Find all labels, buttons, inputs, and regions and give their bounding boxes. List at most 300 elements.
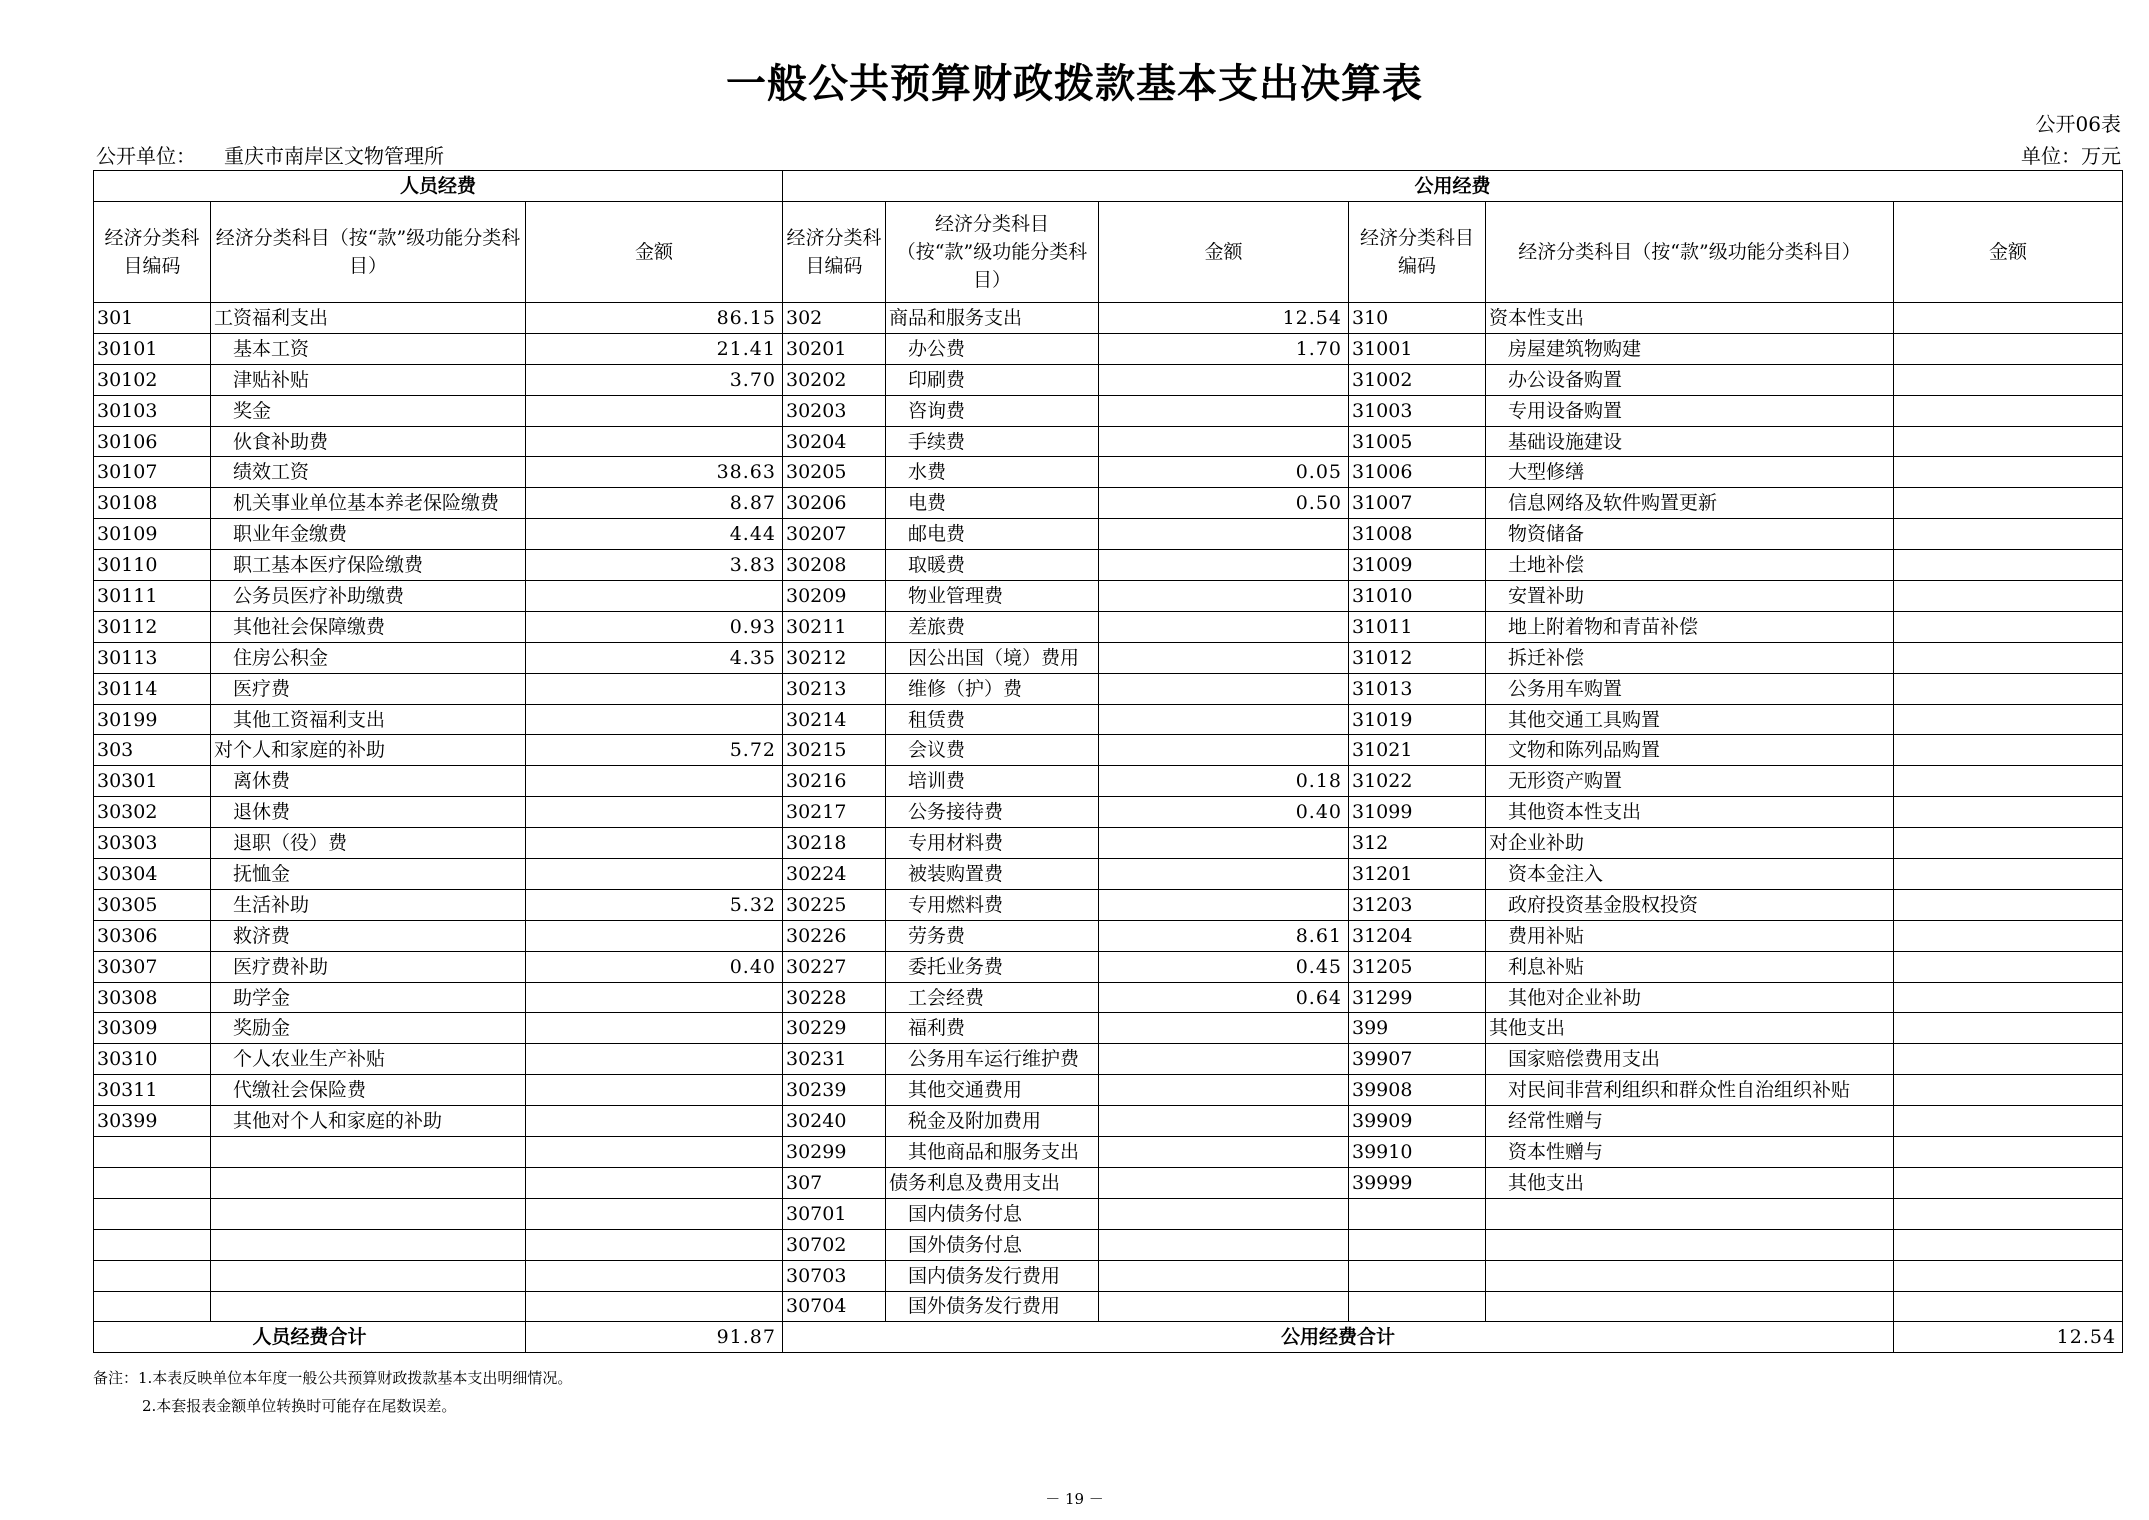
table-row xyxy=(94,457,2123,488)
public-subject-cell: 委托业务费 xyxy=(886,951,1099,982)
capital-code-cell: 31010 xyxy=(1349,581,1486,612)
personnel-code-cell: 30110 xyxy=(94,550,211,581)
capital-amount-cell xyxy=(1894,797,2123,828)
personnel-amount-cell xyxy=(526,1106,783,1137)
public-amount-cell: 8.61 xyxy=(1099,920,1349,951)
table-row xyxy=(94,859,2123,890)
capital-amount-cell xyxy=(1894,735,2123,766)
table-row xyxy=(94,735,2123,766)
public-amount-cell xyxy=(1099,581,1349,612)
personnel-subject-cell xyxy=(211,1167,526,1198)
capital-amount-cell xyxy=(1894,1167,2123,1198)
currency-unit: 单位：万元 xyxy=(2021,144,2121,168)
personnel-amount-cell xyxy=(526,797,783,828)
table-row xyxy=(94,982,2123,1013)
capital-subject-cell: 政府投资基金股权投资 xyxy=(1486,889,1894,920)
public-subject-cell: 水费 xyxy=(886,457,1099,488)
capital-code-cell xyxy=(1349,1291,1486,1322)
personnel-amount-cell xyxy=(526,673,783,704)
personnel-subject-cell: 对个人和家庭的补助 xyxy=(211,735,526,766)
personnel-subject-cell: 绩效工资 xyxy=(211,457,526,488)
personnel-code-cell: 30101 xyxy=(94,333,211,364)
public-code-cell: 30216 xyxy=(783,766,886,797)
public-subject-cell: 电费 xyxy=(886,488,1099,519)
personnel-code-cell: 30199 xyxy=(94,704,211,735)
capital-amount-cell xyxy=(1894,1260,2123,1291)
personnel-amount-cell xyxy=(526,859,783,890)
capital-amount-cell xyxy=(1894,859,2123,890)
note-1: 备注：1.本表反映单位本年度一般公共预算财政拨款基本支出明细情况。 xyxy=(93,1369,573,1387)
section-public: 公用经费 xyxy=(783,171,2123,202)
public-subject-cell: 工会经费 xyxy=(886,982,1099,1013)
public-code-cell: 30205 xyxy=(783,457,886,488)
capital-amount-cell xyxy=(1894,920,2123,951)
unit-label: 公开单位： xyxy=(96,144,196,168)
public-amount-cell xyxy=(1099,735,1349,766)
personnel-amount-cell: 4.35 xyxy=(526,642,783,673)
personnel-subject-cell: 机关事业单位基本养老保险缴费 xyxy=(211,488,526,519)
capital-code-cell: 31011 xyxy=(1349,611,1486,642)
table-row xyxy=(94,519,2123,550)
table-row xyxy=(94,303,2123,334)
public-amount-cell xyxy=(1099,1260,1349,1291)
public-subject-cell: 国外债务发行费用 xyxy=(886,1291,1099,1322)
table-row xyxy=(94,1260,2123,1291)
capital-subject-cell: 其他交通工具购置 xyxy=(1486,704,1894,735)
personnel-subject-cell xyxy=(211,1137,526,1168)
personnel-amount-cell xyxy=(526,704,783,735)
col-header-code: 经济分类科目编码 xyxy=(783,202,886,303)
public-subject-cell: 差旅费 xyxy=(886,611,1099,642)
personnel-amount-cell xyxy=(526,920,783,951)
personnel-code-cell: 30310 xyxy=(94,1044,211,1075)
personnel-subject-cell: 离休费 xyxy=(211,766,526,797)
capital-amount-cell xyxy=(1894,951,2123,982)
capital-subject-cell: 国家赔偿费用支出 xyxy=(1486,1044,1894,1075)
public-code-cell: 30201 xyxy=(783,333,886,364)
personnel-code-cell: 30111 xyxy=(94,581,211,612)
public-amount-cell xyxy=(1099,426,1349,457)
personnel-amount-cell xyxy=(526,828,783,859)
capital-subject-cell: 拆迁补偿 xyxy=(1486,642,1894,673)
table-row xyxy=(94,333,2123,364)
capital-subject-cell: 其他资本性支出 xyxy=(1486,797,1894,828)
public-amount-cell xyxy=(1099,828,1349,859)
personnel-code-cell: 30114 xyxy=(94,673,211,704)
personnel-total-label: 人员经费合计 xyxy=(94,1322,526,1353)
personnel-subject-cell: 奖金 xyxy=(211,395,526,426)
public-subject-cell: 物业管理费 xyxy=(886,581,1099,612)
table-row xyxy=(94,1291,2123,1322)
personnel-code-cell: 30305 xyxy=(94,889,211,920)
public-code-cell: 30206 xyxy=(783,488,886,519)
section-header-row xyxy=(94,171,2123,202)
personnel-code-cell: 30109 xyxy=(94,519,211,550)
table-row xyxy=(94,581,2123,612)
public-code-cell: 30212 xyxy=(783,642,886,673)
table-row xyxy=(94,920,2123,951)
capital-code-cell: 39999 xyxy=(1349,1167,1486,1198)
personnel-subject-cell: 基本工资 xyxy=(211,333,526,364)
public-code-cell: 30225 xyxy=(783,889,886,920)
capital-subject-cell: 资本性支出 xyxy=(1486,303,1894,334)
table-row xyxy=(94,395,2123,426)
personnel-subject-cell: 其他对个人和家庭的补助 xyxy=(211,1106,526,1137)
capital-code-cell: 39908 xyxy=(1349,1075,1486,1106)
personnel-amount-cell: 5.32 xyxy=(526,889,783,920)
personnel-amount-cell: 0.40 xyxy=(526,951,783,982)
col-header-amount: 金额 xyxy=(526,202,783,303)
capital-subject-cell: 地上附着物和青苗补偿 xyxy=(1486,611,1894,642)
table-row xyxy=(94,889,2123,920)
capital-subject-cell: 其他对企业补助 xyxy=(1486,982,1894,1013)
capital-amount-cell xyxy=(1894,488,2123,519)
public-subject-cell: 租赁费 xyxy=(886,704,1099,735)
personnel-subject-cell: 医疗费 xyxy=(211,673,526,704)
capital-code-cell: 31201 xyxy=(1349,859,1486,890)
personnel-subject-cell: 代缴社会保险费 xyxy=(211,1075,526,1106)
capital-amount-cell xyxy=(1894,303,2123,334)
personnel-code-cell: 30399 xyxy=(94,1106,211,1137)
capital-code-cell: 31299 xyxy=(1349,982,1486,1013)
personnel-subject-cell: 其他社会保障缴费 xyxy=(211,611,526,642)
public-amount-cell xyxy=(1099,1013,1349,1044)
personnel-subject-cell: 救济费 xyxy=(211,920,526,951)
capital-amount-cell xyxy=(1894,828,2123,859)
capital-code-cell xyxy=(1349,1260,1486,1291)
capital-amount-cell xyxy=(1894,611,2123,642)
public-subject-cell: 福利费 xyxy=(886,1013,1099,1044)
capital-amount-cell xyxy=(1894,766,2123,797)
personnel-code-cell: 30309 xyxy=(94,1013,211,1044)
capital-subject-cell: 文物和陈列品购置 xyxy=(1486,735,1894,766)
capital-code-cell: 39907 xyxy=(1349,1044,1486,1075)
personnel-amount-cell xyxy=(526,1198,783,1229)
public-code-cell: 30211 xyxy=(783,611,886,642)
public-code-cell: 307 xyxy=(783,1167,886,1198)
personnel-code-cell: 301 xyxy=(94,303,211,334)
public-amount-cell xyxy=(1099,642,1349,673)
capital-subject-cell: 信息网络及软件购置更新 xyxy=(1486,488,1894,519)
capital-subject-cell: 办公设备购置 xyxy=(1486,364,1894,395)
public-code-cell: 30202 xyxy=(783,364,886,395)
capital-subject-cell: 利息补贴 xyxy=(1486,951,1894,982)
capital-amount-cell xyxy=(1894,1291,2123,1322)
table-row xyxy=(94,488,2123,519)
public-code-cell: 30208 xyxy=(783,550,886,581)
personnel-subject-cell: 个人农业生产补贴 xyxy=(211,1044,526,1075)
capital-subject-cell xyxy=(1486,1291,1894,1322)
personnel-code-cell: 30301 xyxy=(94,766,211,797)
public-amount-cell xyxy=(1099,395,1349,426)
capital-subject-cell: 对企业补助 xyxy=(1486,828,1894,859)
public-subject-cell: 税金及附加费用 xyxy=(886,1106,1099,1137)
capital-amount-cell xyxy=(1894,581,2123,612)
public-amount-cell xyxy=(1099,1167,1349,1198)
capital-code-cell: 31005 xyxy=(1349,426,1486,457)
capital-code-cell: 31003 xyxy=(1349,395,1486,426)
page-title: 一般公共预算财政拨款基本支出决算表 xyxy=(726,60,1423,107)
personnel-code-cell: 30304 xyxy=(94,859,211,890)
public-total-amount: 12.54 xyxy=(1894,1322,2123,1353)
capital-amount-cell xyxy=(1894,1013,2123,1044)
personnel-subject-cell: 职业年金缴费 xyxy=(211,519,526,550)
public-amount-cell xyxy=(1099,889,1349,920)
public-amount-cell xyxy=(1099,364,1349,395)
capital-code-cell: 312 xyxy=(1349,828,1486,859)
public-code-cell: 30701 xyxy=(783,1198,886,1229)
public-amount-cell: 0.64 xyxy=(1099,982,1349,1013)
personnel-subject-cell: 津贴补贴 xyxy=(211,364,526,395)
personnel-code-cell xyxy=(94,1260,211,1291)
personnel-amount-cell xyxy=(526,1291,783,1322)
personnel-code-cell xyxy=(94,1291,211,1322)
public-amount-cell: 1.70 xyxy=(1099,333,1349,364)
capital-code-cell xyxy=(1349,1229,1486,1260)
col-header-code: 经济分类科目编码 xyxy=(94,202,211,303)
capital-code-cell: 31006 xyxy=(1349,457,1486,488)
col-header-subject: 经济分类科目（按“款”级功能分类科目） xyxy=(886,202,1099,303)
public-amount-cell: 0.40 xyxy=(1099,797,1349,828)
personnel-code-cell: 30112 xyxy=(94,611,211,642)
public-subject-cell: 专用燃料费 xyxy=(886,889,1099,920)
table-row xyxy=(94,1013,2123,1044)
col-header-code: 经济分类科目编码 xyxy=(1349,202,1486,303)
personnel-subject-cell: 生活补助 xyxy=(211,889,526,920)
expenditure-table xyxy=(93,170,2123,1353)
capital-amount-cell xyxy=(1894,395,2123,426)
personnel-code-cell: 30311 xyxy=(94,1075,211,1106)
public-code-cell: 30239 xyxy=(783,1075,886,1106)
col-header-amount: 金额 xyxy=(1099,202,1349,303)
capital-code-cell: 310 xyxy=(1349,303,1486,334)
table-row xyxy=(94,1106,2123,1137)
public-subject-cell: 公务用车运行维护费 xyxy=(886,1044,1099,1075)
public-subject-cell: 维修（护）费 xyxy=(886,673,1099,704)
page-number: － 19 － xyxy=(1045,1490,1104,1508)
table-row xyxy=(94,1137,2123,1168)
capital-amount-cell xyxy=(1894,519,2123,550)
table-row xyxy=(94,642,2123,673)
capital-subject-cell: 房屋建筑物购建 xyxy=(1486,333,1894,364)
personnel-code-cell: 30306 xyxy=(94,920,211,951)
personnel-subject-cell: 退职（役）费 xyxy=(211,828,526,859)
personnel-code-cell: 30302 xyxy=(94,797,211,828)
capital-amount-cell xyxy=(1894,1044,2123,1075)
table-row xyxy=(94,364,2123,395)
public-code-cell: 30217 xyxy=(783,797,886,828)
personnel-subject-cell: 抚恤金 xyxy=(211,859,526,890)
public-code-cell: 30203 xyxy=(783,395,886,426)
public-amount-cell xyxy=(1099,673,1349,704)
public-amount-cell xyxy=(1099,519,1349,550)
table-row xyxy=(94,1229,2123,1260)
personnel-subject-cell: 奖励金 xyxy=(211,1013,526,1044)
capital-amount-cell xyxy=(1894,457,2123,488)
public-amount-cell xyxy=(1099,859,1349,890)
personnel-subject-cell xyxy=(211,1229,526,1260)
table-row xyxy=(94,1075,2123,1106)
public-code-cell: 30703 xyxy=(783,1260,886,1291)
personnel-subject-cell: 公务员医疗补助缴费 xyxy=(211,581,526,612)
capital-code-cell: 31022 xyxy=(1349,766,1486,797)
table-row xyxy=(94,1044,2123,1075)
column-header-row xyxy=(94,202,2123,303)
personnel-amount-cell xyxy=(526,1229,783,1260)
personnel-code-cell xyxy=(94,1198,211,1229)
personnel-subject-cell: 伙食补助费 xyxy=(211,426,526,457)
table-row xyxy=(94,550,2123,581)
totals-row xyxy=(94,1322,2123,1353)
capital-amount-cell xyxy=(1894,889,2123,920)
personnel-amount-cell: 21.41 xyxy=(526,333,783,364)
capital-amount-cell xyxy=(1894,550,2123,581)
capital-subject-cell: 公务用车购置 xyxy=(1486,673,1894,704)
public-code-cell: 30229 xyxy=(783,1013,886,1044)
public-subject-cell: 咨询费 xyxy=(886,395,1099,426)
public-subject-cell: 商品和服务支出 xyxy=(886,303,1099,334)
capital-code-cell: 31204 xyxy=(1349,920,1486,951)
capital-code-cell: 31012 xyxy=(1349,642,1486,673)
public-subject-cell: 印刷费 xyxy=(886,364,1099,395)
personnel-code-cell: 303 xyxy=(94,735,211,766)
personnel-code-cell: 30102 xyxy=(94,364,211,395)
capital-code-cell: 31013 xyxy=(1349,673,1486,704)
public-code-cell: 30228 xyxy=(783,982,886,1013)
capital-subject-cell: 其他支出 xyxy=(1486,1013,1894,1044)
table-row xyxy=(94,426,2123,457)
personnel-amount-cell: 0.93 xyxy=(526,611,783,642)
public-subject-cell: 因公出国（境）费用 xyxy=(886,642,1099,673)
public-subject-cell: 国外债务付息 xyxy=(886,1229,1099,1260)
personnel-code-cell: 30307 xyxy=(94,951,211,982)
public-code-cell: 30209 xyxy=(783,581,886,612)
personnel-amount-cell: 5.72 xyxy=(526,735,783,766)
personnel-amount-cell xyxy=(526,1013,783,1044)
capital-amount-cell xyxy=(1894,673,2123,704)
personnel-subject-cell: 退休费 xyxy=(211,797,526,828)
capital-amount-cell xyxy=(1894,1075,2123,1106)
table-row xyxy=(94,704,2123,735)
capital-amount-cell xyxy=(1894,1198,2123,1229)
personnel-amount-cell xyxy=(526,1167,783,1198)
public-amount-cell xyxy=(1099,1291,1349,1322)
public-code-cell: 302 xyxy=(783,303,886,334)
personnel-amount-cell: 38.63 xyxy=(526,457,783,488)
public-amount-cell: 0.18 xyxy=(1099,766,1349,797)
personnel-amount-cell xyxy=(526,426,783,457)
capital-code-cell: 31009 xyxy=(1349,550,1486,581)
personnel-subject-cell xyxy=(211,1260,526,1291)
public-amount-cell xyxy=(1099,1198,1349,1229)
capital-code-cell: 39910 xyxy=(1349,1137,1486,1168)
capital-code-cell: 31007 xyxy=(1349,488,1486,519)
col-header-subject: 经济分类科目（按“款”级功能分类科目） xyxy=(1486,202,1894,303)
capital-code-cell: 31019 xyxy=(1349,704,1486,735)
personnel-code-cell: 30107 xyxy=(94,457,211,488)
public-subject-cell: 会议费 xyxy=(886,735,1099,766)
public-subject-cell: 取暖费 xyxy=(886,550,1099,581)
personnel-subject-cell xyxy=(211,1291,526,1322)
capital-amount-cell xyxy=(1894,333,2123,364)
table-row xyxy=(94,1198,2123,1229)
personnel-amount-cell xyxy=(526,581,783,612)
table-row xyxy=(94,828,2123,859)
capital-subject-cell: 对民间非营利组织和群众性自治组织补贴 xyxy=(1486,1075,1894,1106)
table-row xyxy=(94,611,2123,642)
personnel-subject-cell: 助学金 xyxy=(211,982,526,1013)
personnel-code-cell xyxy=(94,1229,211,1260)
public-amount-cell xyxy=(1099,550,1349,581)
capital-code-cell: 31002 xyxy=(1349,364,1486,395)
personnel-code-cell: 30108 xyxy=(94,488,211,519)
public-amount-cell xyxy=(1099,1044,1349,1075)
public-code-cell: 30218 xyxy=(783,828,886,859)
public-subject-cell: 被装购置费 xyxy=(886,859,1099,890)
capital-subject-cell: 基础设施建设 xyxy=(1486,426,1894,457)
personnel-amount-cell: 3.83 xyxy=(526,550,783,581)
capital-subject-cell: 专用设备购置 xyxy=(1486,395,1894,426)
table-row xyxy=(94,766,2123,797)
personnel-code-cell xyxy=(94,1137,211,1168)
capital-amount-cell xyxy=(1894,364,2123,395)
personnel-amount-cell xyxy=(526,1044,783,1075)
personnel-amount-cell xyxy=(526,766,783,797)
capital-subject-cell: 费用补贴 xyxy=(1486,920,1894,951)
personnel-amount-cell xyxy=(526,1137,783,1168)
table-row xyxy=(94,1167,2123,1198)
capital-subject-cell: 资本性赠与 xyxy=(1486,1137,1894,1168)
personnel-code-cell: 30103 xyxy=(94,395,211,426)
personnel-amount-cell: 4.44 xyxy=(526,519,783,550)
public-total-label: 公用经费合计 xyxy=(783,1322,1894,1353)
public-subject-cell: 国内债务发行费用 xyxy=(886,1260,1099,1291)
capital-subject-cell: 土地补偿 xyxy=(1486,550,1894,581)
public-code-cell: 30240 xyxy=(783,1106,886,1137)
capital-subject-cell: 物资储备 xyxy=(1486,519,1894,550)
capital-subject-cell: 其他支出 xyxy=(1486,1167,1894,1198)
col-header-subject: 经济分类科目（按“款”级功能分类科目） xyxy=(211,202,526,303)
personnel-amount-cell xyxy=(526,1075,783,1106)
public-amount-cell: 0.05 xyxy=(1099,457,1349,488)
public-subject-cell: 手续费 xyxy=(886,426,1099,457)
personnel-code-cell: 30113 xyxy=(94,642,211,673)
capital-subject-cell: 经常性赠与 xyxy=(1486,1106,1894,1137)
capital-subject-cell: 大型修缮 xyxy=(1486,457,1894,488)
public-subject-cell: 专用材料费 xyxy=(886,828,1099,859)
personnel-amount-cell: 3.70 xyxy=(526,364,783,395)
public-amount-cell: 0.45 xyxy=(1099,951,1349,982)
public-amount-cell xyxy=(1099,611,1349,642)
capital-code-cell: 31203 xyxy=(1349,889,1486,920)
capital-code-cell: 31008 xyxy=(1349,519,1486,550)
personnel-amount-cell xyxy=(526,982,783,1013)
public-subject-cell: 其他交通费用 xyxy=(886,1075,1099,1106)
capital-code-cell: 31205 xyxy=(1349,951,1486,982)
public-amount-cell xyxy=(1099,1229,1349,1260)
public-code-cell: 30702 xyxy=(783,1229,886,1260)
public-code-cell: 30704 xyxy=(783,1291,886,1322)
table-row xyxy=(94,797,2123,828)
personnel-subject-cell xyxy=(211,1198,526,1229)
personnel-subject-cell: 工资福利支出 xyxy=(211,303,526,334)
notes xyxy=(93,1364,572,1420)
public-code-cell: 30214 xyxy=(783,704,886,735)
public-code-cell: 30227 xyxy=(783,951,886,982)
personnel-subject-cell: 医疗费补助 xyxy=(211,951,526,982)
personnel-code-cell: 30308 xyxy=(94,982,211,1013)
personnel-code-cell: 30303 xyxy=(94,828,211,859)
